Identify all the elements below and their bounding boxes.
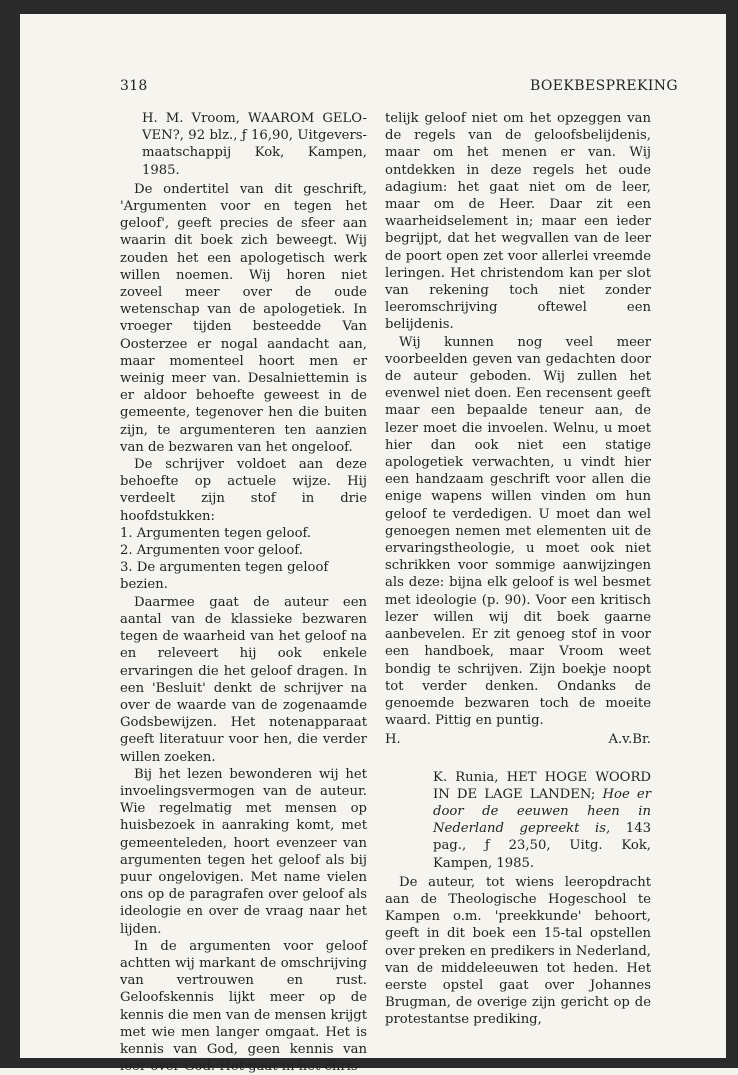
right-column [385, 110, 651, 1029]
scan-border-left [0, 0, 20, 1068]
review-separator [385, 749, 651, 769]
review2-reference-details: 143 pag., ƒ 23,50, Uitg. Kok, Kampen, 1985. [433, 821, 651, 871]
review2-reference-subtitle: Hoe er door de eeuwen heen in Nederland gepreekt is, [433, 786, 651, 837]
left-column [120, 110, 367, 1075]
review2-paragraph-1: De auteur, tot wiens leeropdracht aan de Theologische Hogeschool te Kampen o.m. 'preekkunde' behoort, geeft in dit boek een 15-tal opstellen over preken en predikers in Nederland, van de middeleeuwen tot heden. Het eerste opstel gaat over Johannes Brugman, de overige zijn gericht op de protestantse prediking, [385, 874, 651, 1028]
review1-list-item-1: 1. Argumenten tegen geloof. [120, 525, 312, 541]
scan-border-bottom [0, 1058, 738, 1068]
review1-list-item-3: 3. De argumenten tegen geloof bezien. [120, 560, 329, 593]
review2-reference [385, 769, 651, 872]
signature-reviewer: A.v.Br. [608, 732, 651, 748]
page-number: 318 [120, 78, 148, 94]
review1-paragraph-6: Wij kunnen nog veel meer voorbeelden geven van gedachten door de auteur geboden. Wij zullen het evenwel niet doen. Een recensent geeft maar een bepaalde teneur aan, de lezer moet die invoelen. Welnu, u moet hier dan ook niet een statige apologetiek verwachten, u vindt hier een handzaam geschrift voor allen die enige wapens willen vinden om hun geloof te verdedigen. U moet dan wel genoegen nemen met elementen uit de ervaringstheologie, u moet ook niet schrikken voor sommige aanwijzingen als deze: bijna elk geloof is wel besmet met ideologie (p. 90). Voor een kritisch lezer willen wij dit boek gaarne aanbevelen. Er zit genoeg stof in voor een handboek, maar Vroom weet bondig te schrijven. Zijn boekje noopt tot verder denken. Ondanks de genoemde bezwaren toch de moeite waard. Pittig en puntig. [385, 334, 651, 729]
review1-paragraph-5-continued: telijk geloof niet om het opzeggen van de regels van de geloofsbelijdenis, maar om het menen er van. Wij ontdekken in deze regels het oude adagium: het gaat niet om de leer, maar om de Heer. Daar zit een waarheidselement in; maar een ieder begrijpt, dat het wegvallen van de leer de poort open zet voor allerlei vreemde leringen. Het christendom kan per slot van rekening toch niet zonder leeromschrijving oftewel een belijdenis. [385, 111, 651, 333]
signature-initial: H. [385, 732, 401, 748]
scan-border-top [0, 0, 738, 14]
review1-paragraph-1: De ondertitel van dit geschrift, 'Argumenten voor en tegen het geloof', geeft precies de sfeer aan waarin dit boek zich beweegt. Wij zouden het een apologetisch werk willen noemen. Wij horen niet zoveel meer over de oude wetenschap van de apologetiek. In vroeger tijden besteedde Van Oosterzee er nogal aandacht aan, maar momenteel hoort men er weinig meer van. Desalniettemin is er aldoor behoefte geweest in de gemeente, tegenover hen die buiten zijn, te argumenteren ten aanzien van de bezwaren van het ongeloof. [120, 181, 367, 455]
scan-border-right [726, 0, 738, 1068]
review1-paragraph-5: In de argumenten voor geloof achtten wij markant de omschrijving van vertrouwen en rust. Geloofskennis lijkt meer op de kennis die men van de mensen krijgt met wie men langer omgaat. Het is kennis van God, geen kennis van leer over God. Het gaat in het chris- [120, 938, 367, 1075]
running-head: BOEKBESPREKING [529, 78, 678, 94]
review1-signature [385, 731, 651, 748]
review1-reference: H. M. Vroom, WAAROM GELO-VEN?, 92 blz., ƒ 16,90, Uitgevers-maatschappij Kok, Kampen, 1985. [142, 111, 367, 178]
review1-paragraph-4: Bij het lezen bewonderen wij het invoelingsvermogen van de auteur. Wie regelmatig met mensen op huisbezoek in aanraking komt, met gemeenteleden, hoort evenzeer van argumenten tegen het geloof als bij puur ongelovigen. Met name vielen ons op de paragrafen over geloof als ideologie en over de vraag naar het lijden. [120, 766, 367, 937]
review1-list-item-2: 2. Argumenten voor geloof. [120, 543, 303, 559]
review1-paragraph-3: Daarmee gaat de auteur een aantal van de klassieke bezwaren tegen de waarheid van het geloof na en releveert hij ook enkele ervaringen die het geloof dragen. In een 'Besluit' denkt de schrijver na over de waarde van de zogenaamde Godsbewijzen. Het notenapparaat geeft literatuur voor hen, die verder willen zoeken. [120, 594, 367, 765]
review2-reference-author-title: K. Runia, HET HOGE WOORD IN DE LAGE LANDEN; [433, 769, 651, 802]
review1-paragraph-2: De schrijver voldoet aan deze behoefte op actuele wijze. Hij verdeelt zijn stof in drie hoofdstukken: [120, 457, 367, 524]
